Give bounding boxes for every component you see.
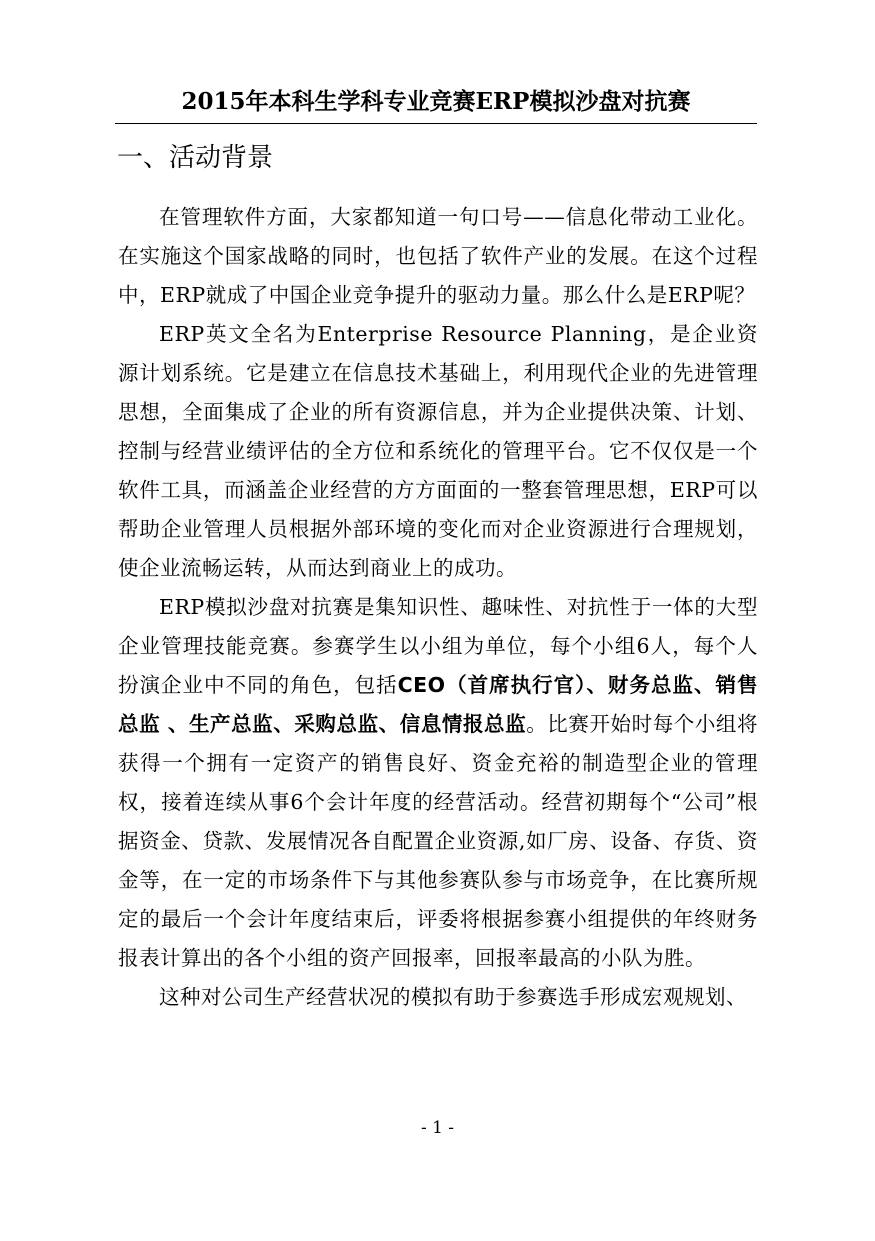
page-header (115, 84, 757, 124)
page-number: - 1 - (420, 1118, 455, 1138)
section-heading: 一、活动背景 (117, 143, 274, 173)
paragraph-3-roles: CEO（首席执行官）、财务总监、销售总监 、生产总监、采购总监、信息情报总监 (118, 673, 758, 736)
paragraph-4: 这种对公司生产经营状况的模拟有助于参赛选手形成宏观规划、 (159, 985, 747, 1009)
paragraph-3-rest: 。比赛开始时每个小组将获得一个拥有一定资产的销售良好、资金充裕的制造型企业的管理权，接着连续从事6个会计年度的经营活动。经营初期每个“公司”根据资金、贷款、发展情况各自配置企业资源,如厂房、设备、存货、资金等，在一定的市场条件下与其他参赛队参与市场竞争，在比赛所规定的最后一个会计年度结束后，评委将根据参赛小组提供的年终财务报表计算出的各个小组的资产回报率，回报率最高的小队为胜。 (118, 712, 759, 970)
body-text (118, 198, 758, 1017)
paragraph-3-intro: ERP模拟沙盘对抗赛是集知识性、趣味性、对抗性于一体的大型企业管理技能竞赛。参赛学生以小组为单位，每个小组6人，每个人扮演企业中不同的角色，包括 (118, 595, 758, 697)
document-title: 2015年本科生学科专业竞赛ERP模拟沙盘对抗赛 (181, 88, 691, 115)
paragraph-2: ERP英文全名为Enterprise Resource Planning，是企业资源计划系统。它是建立在信息技术基础上，利用现代企业的先进管理思想，全面集成了企业的所有资源信息，并为企业提供决策、计划、控制与经营业绩评估的全方位和系统化的管理平台。它不仅仅是一个软件工具，而涵盖企业经营的方方面面的一整套管理思想，ERP可以帮助企业管理人员根据外部环境的变化而对企业资源进行合理规划，使企业流畅运转，从而达到商业上的成功。 (118, 322, 758, 580)
paragraph-1: 在管理软件方面，大家都知道一句口号——信息化带动工业化。在实施这个国家战略的同时，也包括了软件产业的发展。在这个过程中，ERP就成了中国企业竞争提升的驱动力量。那么什么是ERP呢？ (118, 205, 758, 307)
header-rule (115, 123, 757, 124)
paragraph-3 (118, 588, 758, 978)
